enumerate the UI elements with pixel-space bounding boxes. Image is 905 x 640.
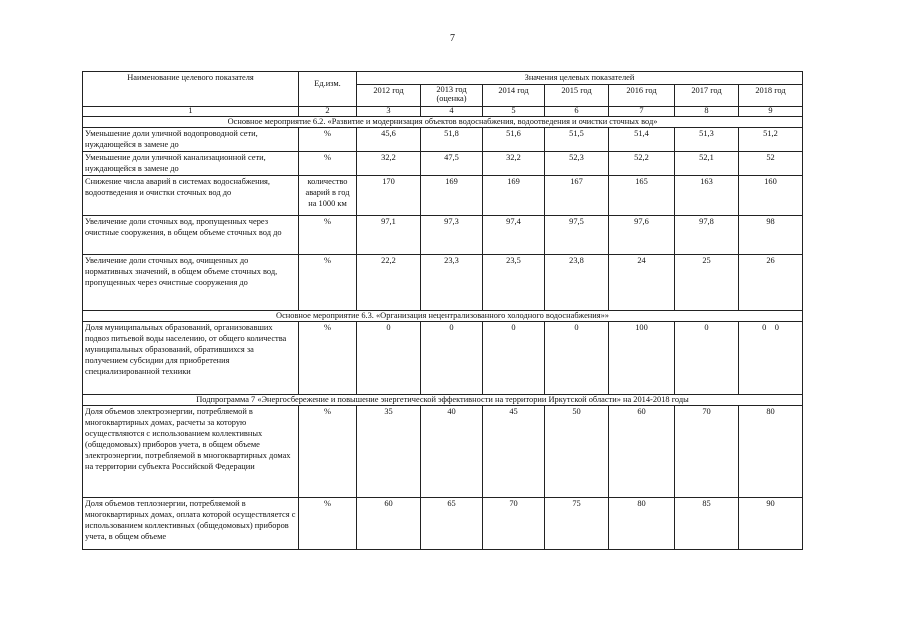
value-cell: 51,3 <box>675 128 739 152</box>
column-number: 6 <box>545 107 609 117</box>
value-cell: 100 <box>609 322 675 395</box>
value-cell: 51,4 <box>609 128 675 152</box>
value-cell: 50 <box>545 406 609 498</box>
value-cell <box>739 322 803 395</box>
value-cell: 24 <box>609 255 675 311</box>
value-cell: 80 <box>739 406 803 498</box>
header-year: 2013 год (оценка) <box>421 85 483 107</box>
value-cell: 52 <box>739 152 803 176</box>
header-year: 2018 год <box>739 85 803 107</box>
indicator-unit: % <box>299 255 357 311</box>
header-year: 2016 год <box>609 85 675 107</box>
header-year: 2012 год <box>357 85 421 107</box>
table-row <box>83 152 803 176</box>
table-row <box>83 322 803 395</box>
indicator-unit: % <box>299 128 357 152</box>
value-cell: 52,1 <box>675 152 739 176</box>
indicator-unit: количество аварий в год на 1000 км <box>299 176 357 216</box>
value-cell: 22,2 <box>357 255 421 311</box>
value-cell: 169 <box>421 176 483 216</box>
value-cell: 97,4 <box>483 216 545 255</box>
value-cell: 0 <box>421 322 483 395</box>
value-cell: 165 <box>609 176 675 216</box>
indicator-unit: % <box>299 152 357 176</box>
value-cell: 45 <box>483 406 545 498</box>
value-cell: 23,8 <box>545 255 609 311</box>
value-cell: 26 <box>739 255 803 311</box>
value-cell: 52,2 <box>609 152 675 176</box>
value-cell: 97,5 <box>545 216 609 255</box>
header-year: 2015 год <box>545 85 609 107</box>
value-cell: 51,5 <box>545 128 609 152</box>
value-cell: 45,6 <box>357 128 421 152</box>
value-text: 0 <box>762 323 767 332</box>
section-title: Подпрограмма 7 «Энергосбережение и повышение энергетической эффективности на территории Иркутской области» на 2014-2018 годы <box>83 395 803 406</box>
value-cell: 51,8 <box>421 128 483 152</box>
column-number: 7 <box>609 107 675 117</box>
value-cell: 160 <box>739 176 803 216</box>
value-cell: 0 <box>357 322 421 395</box>
indicator-name-text: Доля муниципальных образований, организовавших подвоз питьевой воды населению, от общего количества муниципальных образований, обратившихся за получением субсидии для приобретения специализированной техники <box>85 323 287 377</box>
indicator-name: Уменьшение доли уличной водопроводной сети, нуждающейся в замене до <box>83 128 299 152</box>
value-cell: 167 <box>545 176 609 216</box>
value-cell: 65 <box>421 498 483 550</box>
value-cell: 169 <box>483 176 545 216</box>
column-number: 1 <box>83 107 299 117</box>
value-cell: 35 <box>357 406 421 498</box>
value-cell: 170 <box>357 176 421 216</box>
value-cell: 0 <box>545 322 609 395</box>
value-cell: 70 <box>675 406 739 498</box>
indicator-name: Уменьшение доли уличной канализационной сети, нуждающейся в замене до <box>83 152 299 176</box>
column-number: 2 <box>299 107 357 117</box>
indicator-name: Увеличение доли сточных вод, пропущенных через очистные сооружения, в общем объеме сточных вод до <box>83 216 299 255</box>
table-row <box>83 216 803 255</box>
header-unit: Ед.изм. <box>299 72 357 107</box>
value-cell: 85 <box>675 498 739 550</box>
section-title: Основное мероприятие 6.2. «Развитие и модернизация объектов водоснабжения, водоотведения и очистки сточных вод» <box>83 117 803 128</box>
value-cell: 75 <box>545 498 609 550</box>
indicator-name: Снижение числа аварий в системах водоснабжения, водоотведения и очистки сточных вод до <box>83 176 299 216</box>
column-number: 5 <box>483 107 545 117</box>
header-year: 2017 год <box>675 85 739 107</box>
value-cell: 60 <box>609 406 675 498</box>
column-number: 8 <box>675 107 739 117</box>
value-cell: 51,2 <box>739 128 803 152</box>
table-row <box>83 176 803 216</box>
header-year: 2014 год <box>483 85 545 107</box>
value-text: 0 <box>774 323 779 332</box>
target-indicators-table <box>82 71 803 550</box>
indicator-name-text: Доля объемов теплоэнергии, потребляемой в многоквартирных домах, оплата которой осуществляется с использованием коллективных (общедомовых) приборов учета, в общем объеме <box>85 499 296 542</box>
indicator-unit: % <box>299 406 357 498</box>
column-number: 4 <box>421 107 483 117</box>
indicator-name <box>83 322 299 395</box>
value-cell: 97,8 <box>675 216 739 255</box>
value-cell: 0 <box>483 322 545 395</box>
page-number: 7 <box>450 33 455 44</box>
value-cell: 40 <box>421 406 483 498</box>
value-cell: 97,3 <box>421 216 483 255</box>
value-cell: 52,3 <box>545 152 609 176</box>
header-name: Наименование целевого показателя <box>83 72 299 107</box>
indicator-unit: % <box>299 322 357 395</box>
header-values-group: Значения целевых показателей <box>357 72 803 85</box>
indicator-name: Увеличение доли сточных вод, очищенных до нормативных значений, в общем объеме сточных вод, пропущенных через очистные сооружения до <box>83 255 299 311</box>
indicator-name: Доля объемов электроэнергии, потребляемой в многоквартирных домах, расчеты за которую осуществляются с использованием коллективных (общедомовых) приборов учета, в общем объеме электроэнергии, потребляемой в многоквартирных домах на территории субъекта Российской Федерации <box>83 406 299 498</box>
value-cell: 98 <box>739 216 803 255</box>
table-row <box>83 128 803 152</box>
value-cell: 25 <box>675 255 739 311</box>
value-cell: 70 <box>483 498 545 550</box>
value-cell: 97,6 <box>609 216 675 255</box>
value-cell: 60 <box>357 498 421 550</box>
table-row <box>83 406 803 498</box>
value-cell: 0 <box>675 322 739 395</box>
value-cell: 90 <box>739 498 803 550</box>
value-cell: 97,1 <box>357 216 421 255</box>
value-cell: 32,2 <box>483 152 545 176</box>
table-row <box>83 498 803 550</box>
section-title: Основное мероприятие 6.3. «Организация нецентрализованного холодного водоснабжения»» <box>83 311 803 322</box>
indicator-unit: % <box>299 216 357 255</box>
value-cell: 47,5 <box>421 152 483 176</box>
value-cell: 32,2 <box>357 152 421 176</box>
indicator-name <box>83 498 299 550</box>
value-cell: 51,6 <box>483 128 545 152</box>
table-row <box>83 255 803 311</box>
value-cell: 23,3 <box>421 255 483 311</box>
value-cell: 23,5 <box>483 255 545 311</box>
column-number: 9 <box>739 107 803 117</box>
indicator-unit: % <box>299 498 357 550</box>
column-number: 3 <box>357 107 421 117</box>
value-cell: 80 <box>609 498 675 550</box>
value-cell: 163 <box>675 176 739 216</box>
